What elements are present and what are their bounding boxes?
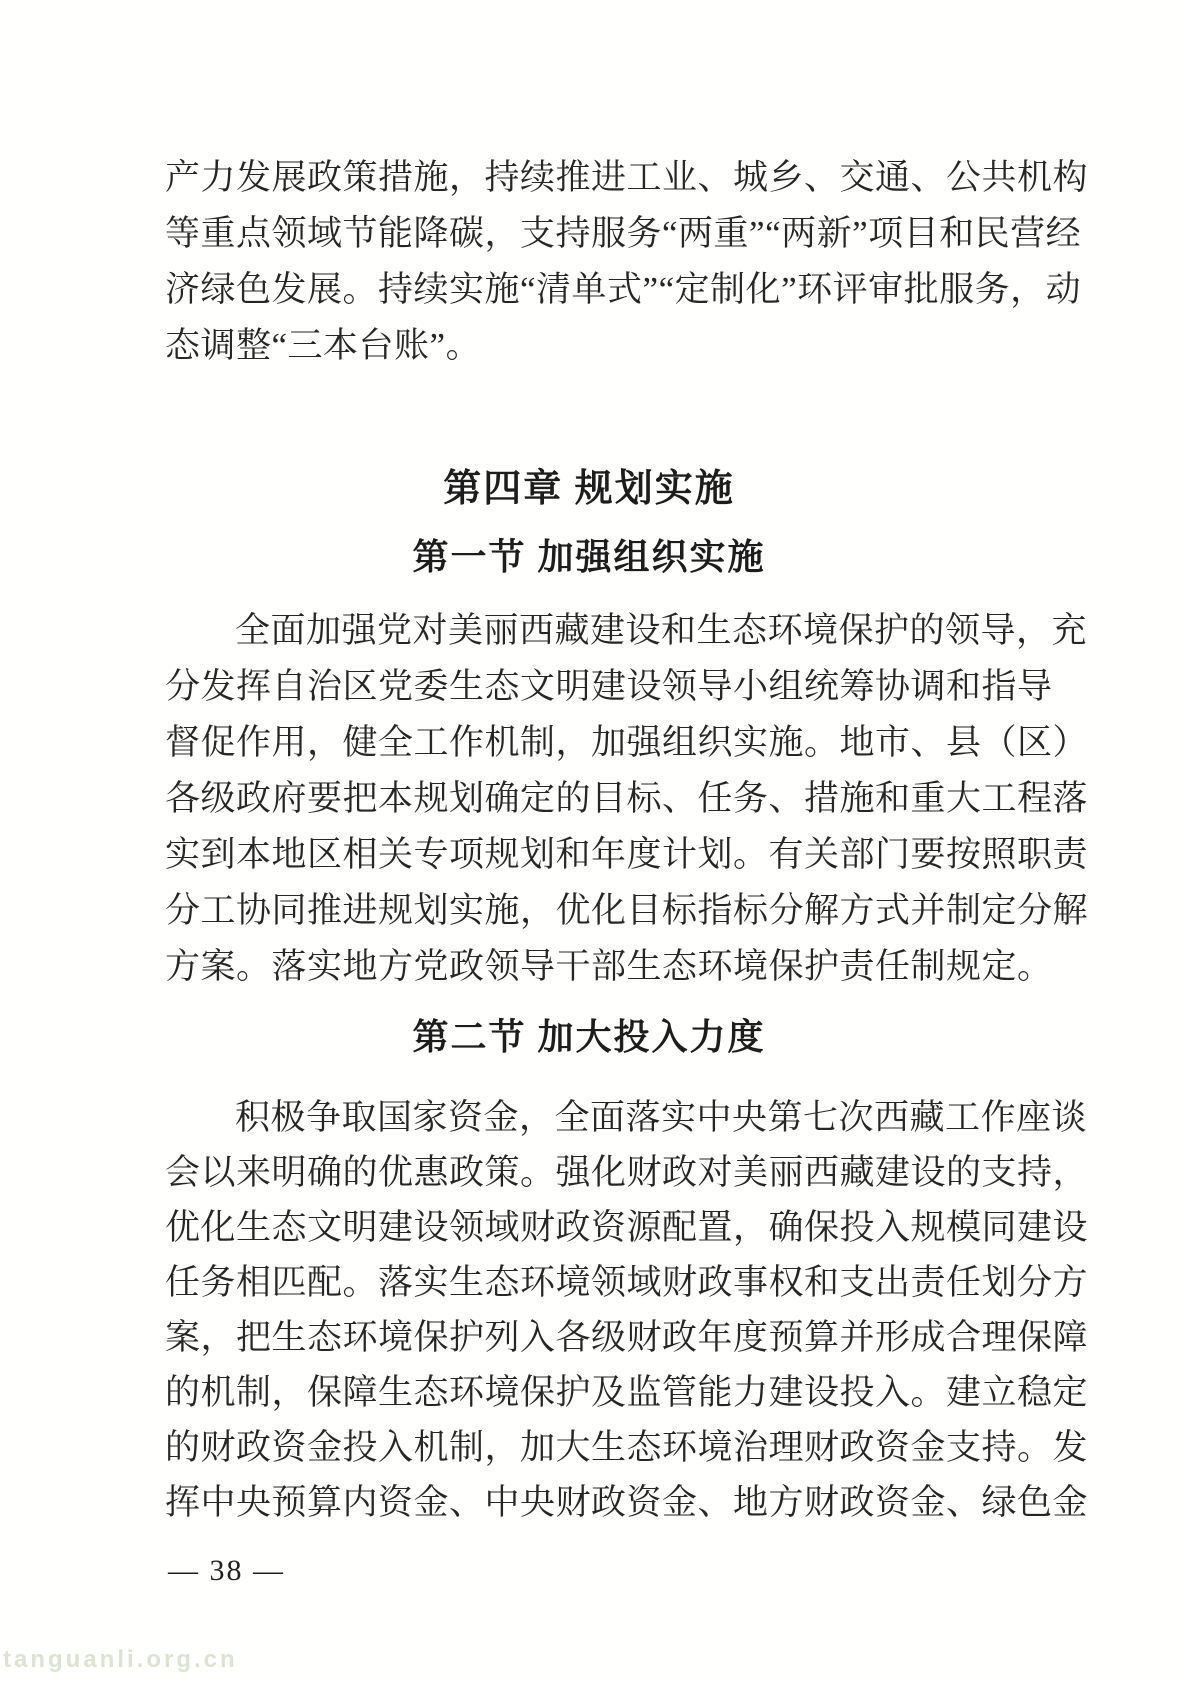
- text-line: 产力发展政策措施，持续推进工业、城乡、交通、公共机构: [165, 158, 1089, 197]
- text-line: 各级政府要把本规划确定的目标、任务、措施和重大工程落: [165, 779, 1089, 818]
- text-line: 优化生态文明建设领域财政资源配置，确保投入规模同建设: [165, 1208, 1089, 1247]
- text-line: 分工协同推进规划实施，优化目标指标分解方式并制定分解: [165, 891, 1089, 930]
- site-watermark: tanguanli.org.cn: [3, 1646, 238, 1673]
- text-line: 督促作用，健全工作机制，加强组织实施。地市、县（区）: [165, 723, 1089, 762]
- text-line: 积极争取国家资金，全面落实中央第七次西藏工作座谈: [235, 1098, 1088, 1137]
- text-line: 案，把生态环境保护列入各级财政年度预算并形成合理保障: [165, 1318, 1089, 1357]
- text-line: 方案。落实地方党政领导干部生态环境保护责任制规定。: [165, 947, 1053, 986]
- text-line: 任务相匹配。落实生态环境领域财政事权和支出责任划分方: [165, 1263, 1089, 1302]
- section-1-paragraph: [165, 603, 1089, 995]
- text-line: 实到本地区相关专项规划和年度计划。有关部门要按照职责: [165, 835, 1089, 874]
- intro-paragraph: [165, 150, 1089, 374]
- text-line: 的财政资金投入机制，加大生态环境治理财政资金支持。发: [165, 1428, 1089, 1467]
- text-line: 态调整“三本台账”。: [165, 326, 482, 365]
- page-number: — 38 —: [168, 1554, 285, 1587]
- section-heading-2: 第二节 加大投入力度: [412, 1017, 766, 1057]
- text-line: 挥中央预算内资金、中央财政资金、地方财政资金、绿色金: [165, 1483, 1089, 1522]
- text-line: 分发挥自治区党委生态文明建设领导小组统筹协调和指导: [165, 667, 1053, 706]
- section-2-paragraph: [165, 1090, 1089, 1530]
- chapter-heading: 第四章 规划实施: [443, 468, 735, 510]
- text-line: 全面加强党对美丽西藏建设和生态环境保护的领导，充: [235, 611, 1088, 650]
- text-line: 等重点领域节能降碳，支持服务“两重”“两新”项目和民营经: [165, 214, 1082, 253]
- text-line: 济绿色发展。持续实施“清单式”“定制化”环评审批服务，动: [165, 270, 1082, 309]
- section-heading-1: 第一节 加强组织实施: [412, 537, 766, 577]
- text-line: 的机制，保障生态环境保护及监管能力建设投入。建立稳定: [165, 1373, 1089, 1412]
- text-line: 会以来明确的优惠政策。强化财政对美丽西藏建设的支持，: [165, 1153, 1089, 1192]
